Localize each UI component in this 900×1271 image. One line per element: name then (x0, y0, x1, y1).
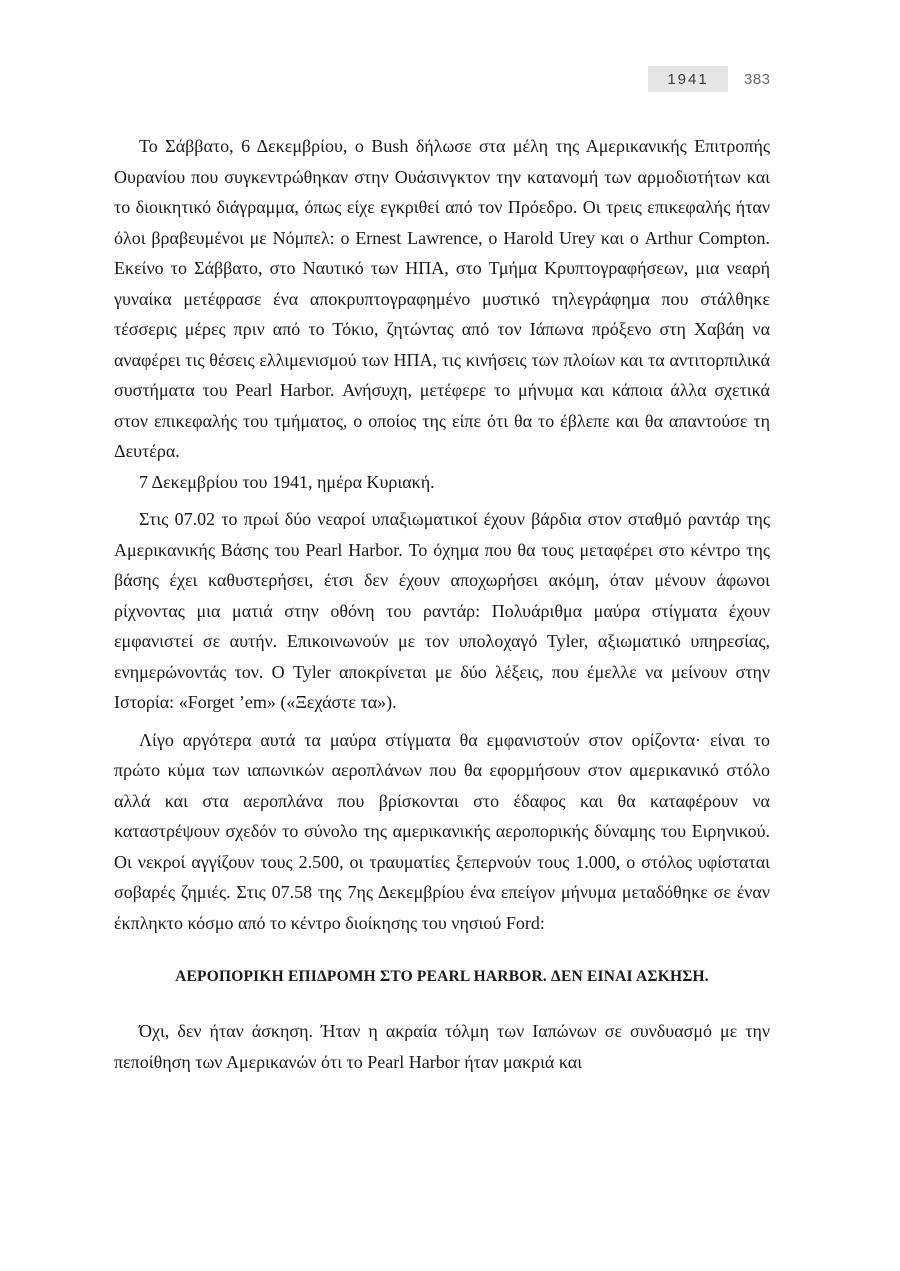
chapter-year-tab: 1941 (648, 66, 728, 92)
paragraph-not-a-drill: Όχι, δεν ήταν άσκηση. Ήταν η ακραία τόλμη των Ιαπώνων σε συνδυασμό με την πεποίθηση των Αμερικανών ότι το Pearl Harbor ήταν μακριά και (114, 1021, 770, 1072)
paragraph-attack: Λίγο αργότερα αυτά τα μαύρα στίγματα θα εμφανιστούν στον ορίζοντα· είναι το πρώτο κύμα των ιαπωνικών αεροπλάνων που θα εφορμήσουν στον αμερικανικό στόλο αλλά και στα αεροπλάνα που βρίσκονται στο έδαφος και θα καταφέρουν να καταστρέψουν σχεδόν το σύνολο της αμερικανικής αεροπορικής δύναμης του Ειρηνικού. Οι νεκροί αγγίζουν τους 2.500, οι τραυματίες ξεπερνούν τους 1.000, ο στόλος υφίσταται σοβαρές ζημιές. Στις 07.58 της 7ης Δεκεμβρίου ένα επείγον μήνυμα μεταδόθηκε σε έναν έκπληκτο κόσμο από το κέντρο διοίκησης του νησιού Ford: (114, 729, 770, 933)
running-header (648, 66, 771, 92)
paragraph-december-seventh: 7 Δεκεμβρίου του 1941, ημέρα Κυριακή. (139, 471, 435, 492)
paragraph-uranium-committee: Το Σάββατο, 6 Δεκεμβρίου, ο Bush δήλωσε στα μέλη της Αμερικανικής Επιτροπής Ουρανίου που συγκεντρώθηκαν στην Ουάσινγκτον την κατανομή των αρμοδιοτήτων και το διοικητικό διάγραμμα, όπως είχε εγκριθεί από τον Πρόεδρο. Οι τρεις επικεφαλής ήταν όλοι βραβευμένοι με Νόμπελ: ο Ernest Lawrence, ο Harold Urey και ο Arthur Compton. Εκείνο το Σάββατο, στο Ναυτικό των ΗΠΑ, στο Τμήμα Κρυπτογραφήσεων, μια νεαρή γυναίκα μετέφρασε ένα αποκρυπτογραφημένο μυστικό τηλεγράφημα που στάλθηκε τέσσερις μέρες πριν από το Τόκιο, ζητώντας από τον Ιάπωνα πρόξενο στη Χαβάη να αναφέρει τις θέσεις ελλιμενισμού των ΗΠΑ, τις κινήσεις των πλοίων και τα αντιτορπιλικά συστήματα του Pearl Harbor. Ανήσυχη, μετέφερε το μήνυμα και κάποια άλλα σχετικά στον επικεφαλής του τμήματος, ο οποίος της είπε ότι θα το έβλεπε και θα απαντούσε τη Δευτέρα. (114, 136, 770, 461)
page-number: 383 (744, 70, 771, 88)
paragraph-radar-station: Στις 07.02 το πρωί δύο νεαροί υπαξιωματικοί έχουν βάρδια στον σταθμό ραντάρ της Αμερικανικής Βάσης του Pearl Harbor. Το όχημα που θα τους μεταφέρει στο κέντρο της βάσης έχει καθυστερήσει, έτσι δεν έχουν αποχωρήσει ακόμη, όταν μένουν άφωνοι ρίχνοντας μια ματιά στην οθόνη του ραντάρ: Πολυάριθμα μαύρα στίγματα έχουν εμφανιστεί σε αυτήν. Επικοινωνούν με τον υπολοχαγό Tyler, αξιωματικό υπηρεσίας, ενημερώνοντάς τον. Ο Tyler αποκρίνεται με δύο λέξεις, που έμελλε να μείνουν στην Ιστορία: «Forget ’em» («Ξεχάστε τα»). (114, 509, 770, 712)
air-raid-heading: ΑΕΡΟΠΟΡΙΚΗ ΕΠΙΔΡΟΜΗ ΣΤΟ PEARL HARBOR. ΔΕΝ ΕΙΝΑΙ ΑΣΚΗΣΗ. (175, 968, 709, 985)
body-text (114, 131, 770, 1077)
